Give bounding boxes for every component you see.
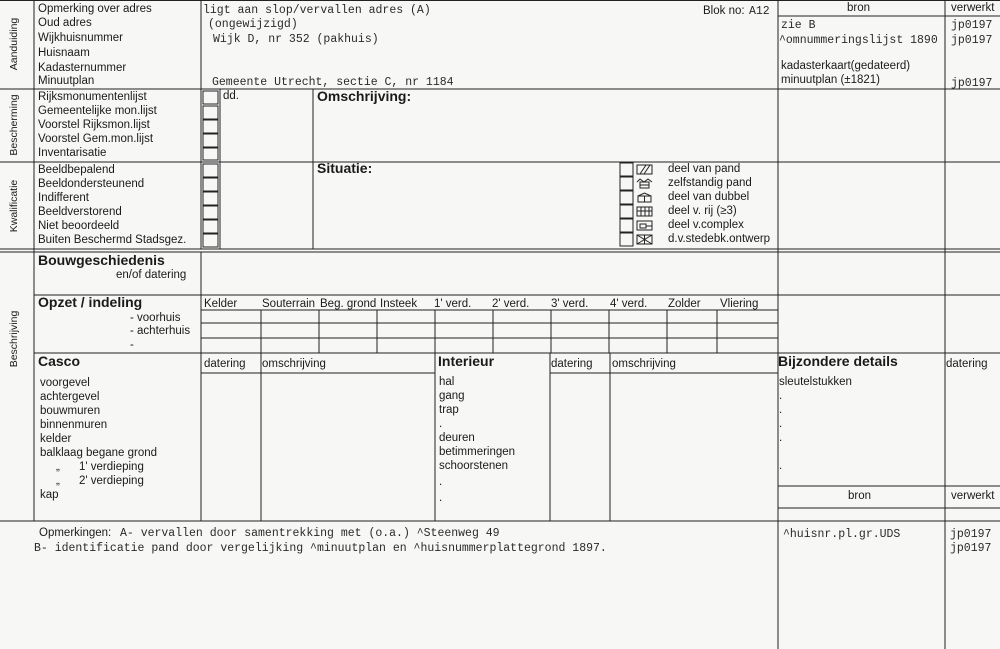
situatie-title: Situatie: xyxy=(317,160,373,176)
option-deel-van-pand: deel van pand xyxy=(668,163,741,175)
bijzondere-datering: datering xyxy=(946,358,988,370)
section-bescherming: Bescherming xyxy=(8,94,20,156)
interieur-datering-header: datering xyxy=(551,358,593,370)
bijzondere-dot-2: . xyxy=(779,404,783,416)
label-beeldondersteunend: Beeldondersteunend xyxy=(38,178,145,190)
interieur-dot-1: . xyxy=(439,418,443,430)
floor-3-verd: 3' verd. xyxy=(551,298,589,310)
typed-wijkhuisnummer: Wijk D, nr 352 (pakhuis) xyxy=(213,33,379,46)
opmerking-bron: ^huisnr.pl.gr.UDS xyxy=(783,528,901,541)
floor-2-verd: 2' verd. xyxy=(492,298,530,310)
interieur-gang: gang xyxy=(439,390,465,402)
label-voorstel-gemmonlijst: Voorstel Gem.mon.lijst xyxy=(38,133,154,145)
bijzondere-sleutelstukken: sleutelstukken xyxy=(779,376,852,388)
omschrijving-title: Omschrijving: xyxy=(317,88,412,104)
option-deel-v-complex: deel v.complex xyxy=(668,219,744,231)
bijzondere-dot-1: . xyxy=(779,390,783,402)
stedebk-ontwerp-icon xyxy=(636,234,653,245)
deel-v-rij-icon xyxy=(636,206,653,217)
bijzondere-title: Bijzondere details xyxy=(778,353,898,369)
opmerkingen-label: Opmerkingen: xyxy=(39,527,112,539)
row-voorhuis: - voorhuis xyxy=(130,312,181,324)
interieur-dot-3: . xyxy=(439,492,443,504)
label-kadasternummer: Kadasternummer xyxy=(38,62,127,74)
label-wijkhuisnummer: Wijkhuisnummer xyxy=(38,32,123,44)
interieur-trap: trap xyxy=(439,404,459,416)
bron-3: kadasterkaart(gedateerd) xyxy=(781,60,911,72)
label-niet-beoordeeld: Niet beoordeeld xyxy=(38,220,120,232)
deel-van-dubbel-icon xyxy=(636,192,653,203)
interieur-omschrijving-header: omschrijving xyxy=(612,358,676,370)
floor-beg-grond: Beg. grond xyxy=(320,298,377,310)
verwerkt-2: jp0197 xyxy=(951,34,993,47)
bron-2: ^omnummeringslijst 1890 xyxy=(779,34,938,47)
verwerkt-header: verwerkt xyxy=(951,2,995,14)
casco-achtergevel: achtergevel xyxy=(40,391,100,403)
interieur-deuren: deuren xyxy=(439,432,475,444)
bottom-bron-header: bron xyxy=(848,490,872,502)
floor-4-verd: 4' verd. xyxy=(610,298,648,310)
interieur-schoorstenen: schoorstenen xyxy=(439,460,509,472)
blok-value: A12 xyxy=(749,5,770,18)
label-inventarisatie: Inventarisatie xyxy=(38,147,107,159)
floor-vliering: Vliering xyxy=(720,298,759,310)
casco-kap: kap xyxy=(40,489,59,501)
label-oud-adres: Oud adres xyxy=(38,17,92,29)
opzet-title: Opzet / indeling xyxy=(38,294,143,310)
label-indifferent: Indifferent xyxy=(38,192,89,204)
bron-header: bron xyxy=(847,2,871,14)
option-zelfstandig-pand: zelfstandig pand xyxy=(668,177,752,189)
label-beeldverstorend: Beeldverstorend xyxy=(38,206,122,218)
section-beschrijving: Beschrijving xyxy=(8,310,20,368)
option-deel-v-rij: deel v. rij (≥3) xyxy=(668,205,737,217)
deel-van-pand-icon xyxy=(636,164,653,175)
opmerking-b: B- identificatie pand door vergelijking ^minuutplan en ^huisnummerplattegrond 1897. xyxy=(34,542,607,555)
casco-2-verdieping: „ 2' verdieping xyxy=(56,475,144,487)
bron-1: zie B xyxy=(781,19,816,32)
opmerking-verwerkt-1: jp0197 xyxy=(950,528,992,541)
bijzondere-dot-5: . xyxy=(779,460,783,472)
floor-insteek: Insteek xyxy=(380,298,418,310)
label-buiten-beschermd: Buiten Beschermd Stadsgez. xyxy=(38,234,187,246)
section-kwalificatie: Kwalificatie xyxy=(8,179,20,233)
interieur-betimmeringen: betimmeringen xyxy=(439,446,516,458)
label-opmerking-adres: Opmerking over adres xyxy=(38,3,152,15)
typed-minuutplan: Gemeente Utrecht, sectie C, nr 1184 xyxy=(212,76,454,89)
label-voorstel-rijksmonlijst: Voorstel Rijksmon.lijst xyxy=(38,119,150,131)
bouwgeschiedenis-title: Bouwgeschiedenis xyxy=(38,252,165,268)
casco-voorgevel: voorgevel xyxy=(40,377,90,389)
floor-kelder: Kelder xyxy=(204,298,238,310)
label-minuutplan: Minuutplan xyxy=(38,75,95,87)
deel-v-complex-icon xyxy=(636,220,653,231)
verwerkt-1: jp0197 xyxy=(951,19,993,32)
blok-label: Blok no: xyxy=(703,5,745,17)
label-gemeentelijke-monlijst: Gemeentelijke mon.lijst xyxy=(38,105,157,117)
option-deel-van-dubbel: deel van dubbel xyxy=(668,191,750,203)
bron-4: minuutplan (±1821) xyxy=(781,74,881,86)
casco-1-verdieping: „ 1' verdieping xyxy=(56,461,144,473)
opmerking-verwerkt-2: jp0197 xyxy=(950,542,992,555)
typed-oud-adres: (ongewijzigd) xyxy=(208,18,298,31)
verwerkt-3: jp0197 xyxy=(951,77,993,90)
floor-zolder: Zolder xyxy=(668,298,701,310)
casco-datering-header: datering xyxy=(204,358,246,370)
bijzondere-dot-3: . xyxy=(779,418,783,430)
floor-souterrain: Souterrain xyxy=(262,298,316,310)
row-other: - xyxy=(130,339,134,351)
casco-balklaag: balklaag begane grond xyxy=(40,447,158,459)
floor-1-verd: 1' verd. xyxy=(434,298,472,310)
interieur-hal: hal xyxy=(439,376,455,388)
casco-binnenmuren: binnenmuren xyxy=(40,419,108,431)
label-huisnaam: Huisnaam xyxy=(38,47,90,59)
bijzondere-dot-4: . xyxy=(779,432,783,444)
opmerking-a: A- vervallen door samentrekking met (o.a.) ^Steenweg 49 xyxy=(120,527,500,540)
section-aanduiding: Aanduiding xyxy=(8,17,20,71)
casco-bouwmuren: bouwmuren xyxy=(40,405,101,417)
label-dd: dd. xyxy=(223,90,239,102)
typed-opmerking: ligt aan slop/vervallen adres (A) xyxy=(203,4,431,17)
casco-omschrijving-header: omschrijving xyxy=(262,358,326,370)
bottom-verwerkt-header: verwerkt xyxy=(951,490,995,502)
row-achterhuis: - achterhuis xyxy=(130,325,191,337)
zelfstandig-pand-icon xyxy=(636,178,653,189)
interieur-dot-2: . xyxy=(439,476,443,488)
casco-kelder: kelder xyxy=(40,433,72,445)
datering-label: en/of datering xyxy=(116,269,187,281)
label-rijksmonumentenlijst: Rijksmonumentenlijst xyxy=(38,91,147,103)
casco-title: Casco xyxy=(38,353,81,369)
label-beeldbepalend: Beeldbepalend xyxy=(38,164,115,176)
option-stedebk-ontwerp: d.v.stedebk.ontwerp xyxy=(668,233,771,245)
interieur-title: Interieur xyxy=(438,353,495,369)
